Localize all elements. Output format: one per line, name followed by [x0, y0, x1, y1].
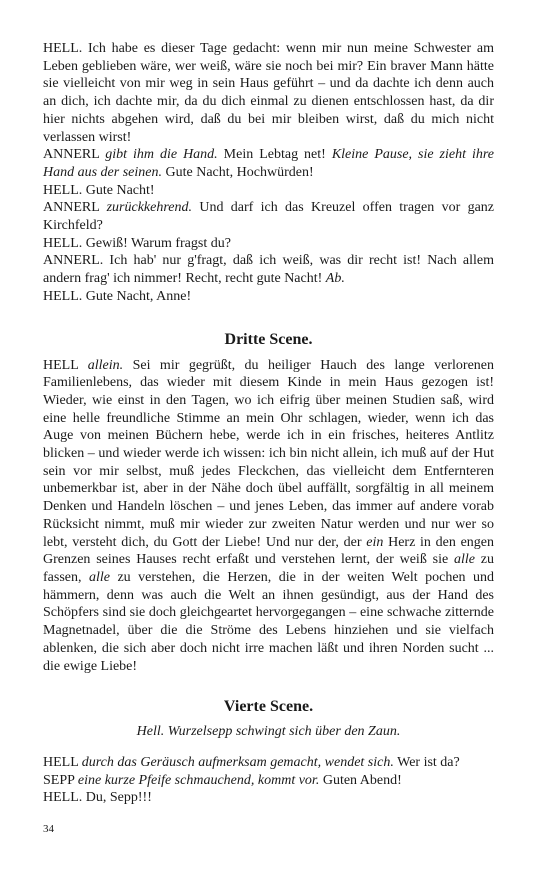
annerl-line-3 — [43, 252, 494, 287]
scene-heading-fourth: Vierte Scene. — [223, 698, 314, 716]
stage-direction: Kleine Pause, sie zieht ihre Hand aus der seinen. — [43, 147, 495, 180]
dialogue-text: Guten Abend! — [322, 772, 402, 788]
hell-line-goodnight: HELL. Gute Nacht! — [43, 182, 155, 198]
page-number: 34 — [43, 823, 54, 835]
stage-direction: durch das Geräusch aufmerksam gemacht, wendet sich. — [81, 754, 394, 770]
page-body — [43, 40, 494, 807]
emphasis: alle — [88, 569, 110, 585]
speaker-annerl: ANNERL — [43, 200, 100, 216]
dialogue-text: Wer ist da? — [397, 754, 460, 770]
hell-monologue: HELL. Ich habe es dieser Tage gedacht: wenn mir nun meine Schwester am Leben geblieben wäre, wer weiß, wäre sie noch bei mir? Ein braver Mann hätte sie vielleicht von mir weg in sein Haus geführt – und da dachte ich denn auch an dich, ich dachte mir, da du dich einmal zu dienen entschlossen hast, da dir hier nichts abgehen wird, daß du bei mir bleiben wirst, daß du mich nicht verlassen wirst! — [43, 41, 494, 145]
dialogue-text: ANNERL. Ich hab' nur g'fragt, daß ich weiß, was dir recht ist! Nach allem andern frag' ich nimmer! Recht, recht gute Nacht! — [43, 253, 494, 287]
speaker-hell: HELL — [43, 357, 79, 373]
stage-direction: zurückkehrend. — [106, 200, 192, 216]
soliloquy-text: Herz in den engen Grenzen seines Hauses recht erfaßt und verstehen lernt, der weiß sie — [43, 534, 495, 568]
speaker-sepp: SEPP — [43, 772, 75, 788]
emphasis: alle — [453, 552, 475, 568]
speaker-hell: HELL — [43, 754, 79, 770]
stage-direction: Ab. — [325, 271, 345, 287]
dialogue-text: Mein Lebtag net! — [223, 147, 326, 163]
dialogue-text: Gute Nacht, Hochwürden! — [165, 164, 314, 180]
emphasis: ein — [366, 534, 384, 550]
annerl-line-2 — [43, 199, 494, 234]
hell-line-sepp: HELL. Du, Sepp!!! — [43, 790, 152, 806]
scene-stage-direction: Hell. Wurzelsepp schwingt sich über den Zaun. — [136, 724, 401, 740]
soliloquy-text: Sei mir gegrüßt, du heiliger Hauch des lange verlorenen Familienlebens, das wieder mit diesem Kinde in mein Haus gezogen ist! Wieder, wie einst in den Tagen, wo ich eifrig über meinen Studien saß, wird eine helle freundliche Stimme an mein Ohr schlagen, wieder, wenn ich das Auge von meinen Büchern hebe, werde ich in ein frisches, heiteres Antlitz blicken – und wieder werde ich wissen: ich bin nicht allein, ich muß auf der Hut sein vor mir selbst, muß jedes Fleckchen, das vielleicht dem Entfernteren unbemerkbar ist, aber in der Nähe doch übel auffällt, sorgfältig in all meinem Denken und Handeln löschen – und jenes Leben, das immer auf andere vorab Rücksicht nimmt, muß mir wieder zur zweiten Natur werden und nur wer so lebt, versteht dich, du Gott der Liebe! Und nur der, der — [43, 357, 495, 550]
stage-direction: allein. — [87, 357, 124, 373]
hell-line-who — [43, 754, 494, 772]
stage-direction: eine kurze Pfeife schmauchend, kommt vor. — [77, 772, 320, 788]
scene-heading-third: Dritte Scene. — [224, 330, 313, 348]
hell-line-anne: HELL. Gute Nacht, Anne! — [43, 288, 192, 304]
soliloquy-text: zu fassen, — [43, 552, 495, 585]
soliloquy-text: zu verstehen, die Herzen, die in der weiten Welt pochen und hämmern, denn was auch die Welt an ihnen gesündigt, aus der Hand des Schöpfers sind sie doch gleichgeartet hervorgegangen – eine schwache zitternde Magnetnadel, über die die Ströme des Lebens hinziehen und sie vielfach ablenken, die sich aber doch nicht irre machen läßt und ihren Norden sucht ... die ewige Liebe! — [43, 569, 495, 674]
speaker-annerl: ANNERL — [43, 147, 100, 163]
hell-soliloquy — [43, 357, 494, 676]
annerl-line-1 — [43, 146, 494, 181]
stage-direction: gibt ihm die Hand. — [105, 147, 218, 163]
dialogue-text: Und darf ich das Kreuzel offen tragen vor ganz Kirchfeld? — [43, 200, 495, 234]
hell-line-certainly: HELL. Gewiß! Warum fragst du? — [43, 235, 231, 251]
sepp-line-evening — [43, 772, 494, 790]
